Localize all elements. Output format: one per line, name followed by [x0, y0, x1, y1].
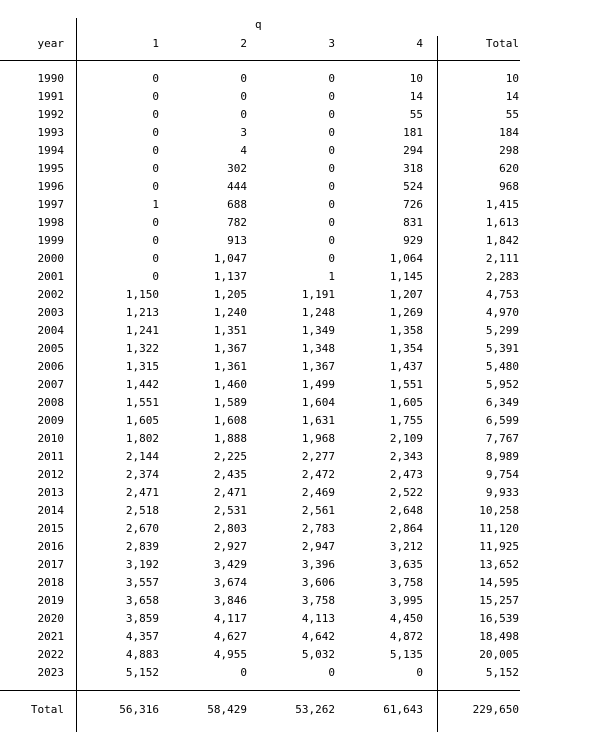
row-total-cell: 13,652 [479, 558, 519, 571]
row-year-label: 2010 [37, 432, 64, 445]
table-row [0, 180, 600, 198]
table-cell: 1,315 [125, 360, 159, 373]
table-cell: 1,361 [213, 360, 247, 373]
table-cell: 1 [328, 270, 335, 283]
table-cell: 3,192 [125, 558, 159, 571]
table-cell: 0 [328, 144, 335, 157]
table-row [0, 666, 600, 684]
table-cell: 1,589 [213, 396, 247, 409]
table-cell: 2,277 [301, 450, 335, 463]
table-cell: 4,872 [389, 630, 423, 643]
total-rule [0, 690, 520, 691]
table-cell: 1,354 [389, 342, 423, 355]
row-total-cell: 20,005 [479, 648, 519, 661]
row-total-cell: 968 [499, 180, 519, 193]
row-year-label: 2007 [37, 378, 64, 391]
table-cell: 3,635 [389, 558, 423, 571]
table-cell: 1,322 [125, 342, 159, 355]
table-cell: 0 [152, 90, 159, 103]
header-rule [0, 60, 520, 61]
table-row [0, 126, 600, 144]
row-total-cell: 55 [505, 108, 519, 121]
table-cell: 1,604 [301, 396, 335, 409]
row-year-label: 2005 [37, 342, 64, 355]
total-cell-3: 53,262 [295, 703, 335, 716]
table-cell: 1,608 [213, 414, 247, 427]
table-cell: 1,358 [389, 324, 423, 337]
table-cell: 3,859 [125, 612, 159, 625]
table-cell: 2,471 [125, 486, 159, 499]
table-row [0, 162, 600, 180]
table-cell: 1,213 [125, 306, 159, 319]
table-row [0, 90, 600, 108]
table-row [0, 432, 600, 450]
table-row [0, 648, 600, 666]
row-total-cell: 1,613 [485, 216, 519, 229]
table-row [0, 612, 600, 630]
row-year-label: 1991 [37, 90, 64, 103]
table-cell: 444 [227, 180, 247, 193]
row-year-label: 2002 [37, 288, 64, 301]
table-cell: 2,144 [125, 450, 159, 463]
row-total-cell: 620 [499, 162, 519, 175]
row-year-label: 2004 [37, 324, 64, 337]
table-cell: 3,758 [389, 576, 423, 589]
table-cell: 2,864 [389, 522, 423, 535]
row-year-label: 2006 [37, 360, 64, 373]
row-year-label: 2013 [37, 486, 64, 499]
table-cell: 2,472 [301, 468, 335, 481]
table-cell: 1,367 [301, 360, 335, 373]
table-cell: 0 [328, 252, 335, 265]
table-cell: 913 [227, 234, 247, 247]
table-cell: 2,471 [213, 486, 247, 499]
table-cell: 0 [152, 108, 159, 121]
table-cell: 1,605 [389, 396, 423, 409]
table-row [0, 486, 600, 504]
row-total-cell: 10 [505, 72, 519, 85]
table-row [0, 72, 600, 90]
table-cell: 3,212 [389, 540, 423, 553]
table-row [0, 108, 600, 126]
table-cell: 2,225 [213, 450, 247, 463]
table-cell: 294 [403, 144, 423, 157]
table-row [0, 234, 600, 252]
row-year-label: 2009 [37, 414, 64, 427]
table-cell: 318 [403, 162, 423, 175]
table-cell: 2,947 [301, 540, 335, 553]
table-cell: 3,658 [125, 594, 159, 607]
row-total-cell: 5,152 [485, 666, 519, 679]
row-year-label: 1992 [37, 108, 64, 121]
table-row [0, 630, 600, 648]
table-cell: 0 [152, 180, 159, 193]
table-row [0, 198, 600, 216]
table-cell: 4,627 [213, 630, 247, 643]
row-total-cell: 6,599 [485, 414, 519, 427]
table-cell: 3,674 [213, 576, 247, 589]
table-row [0, 144, 600, 162]
row-year-label: 2001 [37, 270, 64, 283]
row-total-cell: 4,970 [485, 306, 519, 319]
table-row [0, 378, 600, 396]
table-cell: 4 [240, 144, 247, 157]
table-row [0, 306, 600, 324]
table-cell: 1,137 [213, 270, 247, 283]
table-cell: 4,113 [301, 612, 335, 625]
row-total-cell: 7,767 [485, 432, 519, 445]
table-cell: 4,357 [125, 630, 159, 643]
row-year-label: 2011 [37, 450, 64, 463]
table-cell: 1,191 [301, 288, 335, 301]
table-cell: 1,551 [125, 396, 159, 409]
table-cell: 726 [403, 198, 423, 211]
row-total-cell: 1,842 [485, 234, 519, 247]
table-cell: 4,883 [125, 648, 159, 661]
column-header-3: 3 [328, 37, 335, 50]
row-total-cell: 11,925 [479, 540, 519, 553]
table-cell: 1,240 [213, 306, 247, 319]
table-cell: 1,348 [301, 342, 335, 355]
table-cell: 1,802 [125, 432, 159, 445]
table-cell: 4,642 [301, 630, 335, 643]
table-cell: 0 [152, 216, 159, 229]
table-cell: 2,927 [213, 540, 247, 553]
table-cell: 5,032 [301, 648, 335, 661]
table-cell: 5,152 [125, 666, 159, 679]
row-total-cell: 5,952 [485, 378, 519, 391]
table-row [0, 324, 600, 342]
row-year-label: 2020 [37, 612, 64, 625]
table-cell: 14 [409, 90, 423, 103]
row-year-label: 1996 [37, 180, 64, 193]
table-cell: 831 [403, 216, 423, 229]
table-cell: 1,150 [125, 288, 159, 301]
table-cell: 2,109 [389, 432, 423, 445]
table-cell: 0 [240, 72, 247, 85]
total-cell-2: 58,429 [207, 703, 247, 716]
table-cell: 2,343 [389, 450, 423, 463]
table-cell: 2,561 [301, 504, 335, 517]
table-cell: 4,450 [389, 612, 423, 625]
row-total-cell: 2,283 [485, 270, 519, 283]
table-row [0, 540, 600, 558]
table-cell: 0 [328, 198, 335, 211]
row-total-cell: 10,258 [479, 504, 519, 517]
table-cell: 1,755 [389, 414, 423, 427]
table-cell: 1,460 [213, 378, 247, 391]
table-row [0, 270, 600, 288]
row-year-label: 1993 [37, 126, 64, 139]
row-year-label: 2019 [37, 594, 64, 607]
table-cell: 2,435 [213, 468, 247, 481]
table-cell: 3,396 [301, 558, 335, 571]
total-cell-1: 56,316 [119, 703, 159, 716]
row-total-cell: 18,498 [479, 630, 519, 643]
table-row [0, 252, 600, 270]
table-cell: 0 [328, 162, 335, 175]
table-cell: 0 [328, 234, 335, 247]
table-cell: 2,648 [389, 504, 423, 517]
table-cell: 302 [227, 162, 247, 175]
row-total-cell: 184 [499, 126, 519, 139]
table-row [0, 594, 600, 612]
table-row [0, 360, 600, 378]
table-cell: 1 [152, 198, 159, 211]
table-cell: 3,995 [389, 594, 423, 607]
column-header-4: 4 [416, 37, 423, 50]
row-year-label: 2014 [37, 504, 64, 517]
table-cell: 1,437 [389, 360, 423, 373]
table-cell: 0 [152, 126, 159, 139]
total-row [0, 703, 600, 721]
total-cell-4: 61,643 [383, 703, 423, 716]
row-total-cell: 9,754 [485, 468, 519, 481]
column-variable-label: q [255, 18, 262, 31]
table-cell: 2,518 [125, 504, 159, 517]
table-cell: 0 [240, 666, 247, 679]
table-cell: 5,135 [389, 648, 423, 661]
table-row [0, 216, 600, 234]
table-cell: 1,367 [213, 342, 247, 355]
row-total-cell: 16,539 [479, 612, 519, 625]
table-cell: 1,499 [301, 378, 335, 391]
row-total-cell: 5,391 [485, 342, 519, 355]
table-cell: 0 [328, 216, 335, 229]
table-cell: 3,846 [213, 594, 247, 607]
table-row [0, 468, 600, 486]
table-cell: 0 [152, 252, 159, 265]
row-year-label: 1998 [37, 216, 64, 229]
table-row [0, 522, 600, 540]
row-total-cell: 1,415 [485, 198, 519, 211]
row-year-label: 2016 [37, 540, 64, 553]
row-year-label: 1995 [37, 162, 64, 175]
table-cell: 1,064 [389, 252, 423, 265]
table-row [0, 576, 600, 594]
row-total-cell: 5,480 [485, 360, 519, 373]
table-cell: 1,205 [213, 288, 247, 301]
row-year-label: 2021 [37, 630, 64, 643]
table-cell: 1,248 [301, 306, 335, 319]
table-cell: 782 [227, 216, 247, 229]
row-year-label: 1994 [37, 144, 64, 157]
table-row [0, 342, 600, 360]
table-cell: 0 [416, 666, 423, 679]
total-row-label: Total [30, 703, 64, 716]
table-cell: 1,145 [389, 270, 423, 283]
table-cell: 1,349 [301, 324, 335, 337]
row-total-cell: 4,753 [485, 288, 519, 301]
table-cell: 2,783 [301, 522, 335, 535]
table-cell: 0 [328, 180, 335, 193]
row-year-label: 2008 [37, 396, 64, 409]
row-year-label: 2012 [37, 468, 64, 481]
table-cell: 0 [152, 72, 159, 85]
table-cell: 3 [240, 126, 247, 139]
table-cell: 1,269 [389, 306, 423, 319]
table-cell: 1,631 [301, 414, 335, 427]
table-cell: 1,968 [301, 432, 335, 445]
table-row [0, 288, 600, 306]
table-cell: 2,473 [389, 468, 423, 481]
table-cell: 181 [403, 126, 423, 139]
table-row [0, 504, 600, 522]
table-cell: 1,442 [125, 378, 159, 391]
table-row [0, 414, 600, 432]
table-cell: 0 [328, 108, 335, 121]
table-cell: 2,469 [301, 486, 335, 499]
row-year-label: 1990 [37, 72, 64, 85]
table-cell: 2,522 [389, 486, 423, 499]
table-cell: 2,839 [125, 540, 159, 553]
table-cell: 1,351 [213, 324, 247, 337]
row-total-cell: 14 [505, 90, 519, 103]
row-total-cell: 15,257 [479, 594, 519, 607]
row-total-cell: 5,299 [485, 324, 519, 337]
table-cell: 2,374 [125, 468, 159, 481]
table-cell: 1,047 [213, 252, 247, 265]
table-cell: 0 [328, 72, 335, 85]
column-header-total: Total [485, 37, 519, 50]
table-cell: 929 [403, 234, 423, 247]
table-cell: 0 [328, 126, 335, 139]
table-cell: 1,207 [389, 288, 423, 301]
total-cell-total: 229,650 [472, 703, 519, 716]
column-header-2: 2 [240, 37, 247, 50]
row-variable-label: year [37, 37, 64, 50]
table-cell: 0 [152, 144, 159, 157]
row-year-label: 2017 [37, 558, 64, 571]
table-cell: 1,551 [389, 378, 423, 391]
row-total-cell: 9,933 [485, 486, 519, 499]
table-cell: 3,606 [301, 576, 335, 589]
row-total-cell: 8,989 [485, 450, 519, 463]
table-cell: 0 [328, 90, 335, 103]
table-row [0, 558, 600, 576]
row-total-cell: 11,120 [479, 522, 519, 535]
table-cell: 1,241 [125, 324, 159, 337]
table-cell: 0 [152, 234, 159, 247]
table-cell: 1,605 [125, 414, 159, 427]
table-cell: 0 [152, 162, 159, 175]
table-cell: 0 [240, 108, 247, 121]
table-cell: 3,557 [125, 576, 159, 589]
row-year-label: 2003 [37, 306, 64, 319]
table-cell: 688 [227, 198, 247, 211]
table-cell: 0 [240, 90, 247, 103]
table-cell: 3,429 [213, 558, 247, 571]
table-cell: 55 [409, 108, 423, 121]
table-cell: 2,531 [213, 504, 247, 517]
table-cell: 10 [409, 72, 423, 85]
row-year-label: 1999 [37, 234, 64, 247]
table-row [0, 450, 600, 468]
table-cell: 0 [328, 666, 335, 679]
row-year-label: 2022 [37, 648, 64, 661]
table-cell: 2,670 [125, 522, 159, 535]
table-cell: 1,888 [213, 432, 247, 445]
table-cell: 4,117 [213, 612, 247, 625]
table-cell: 2,803 [213, 522, 247, 535]
column-header-1: 1 [152, 37, 159, 50]
table-cell: 0 [152, 270, 159, 283]
row-year-label: 2000 [37, 252, 64, 265]
row-year-label: 1997 [37, 198, 64, 211]
table-row [0, 396, 600, 414]
row-year-label: 2018 [37, 576, 64, 589]
row-total-cell: 2,111 [485, 252, 519, 265]
row-total-cell: 298 [499, 144, 519, 157]
row-total-cell: 6,349 [485, 396, 519, 409]
table-cell: 524 [403, 180, 423, 193]
row-total-cell: 14,595 [479, 576, 519, 589]
row-year-label: 2015 [37, 522, 64, 535]
row-year-label: 2023 [37, 666, 64, 679]
table-cell: 4,955 [213, 648, 247, 661]
table-cell: 3,758 [301, 594, 335, 607]
